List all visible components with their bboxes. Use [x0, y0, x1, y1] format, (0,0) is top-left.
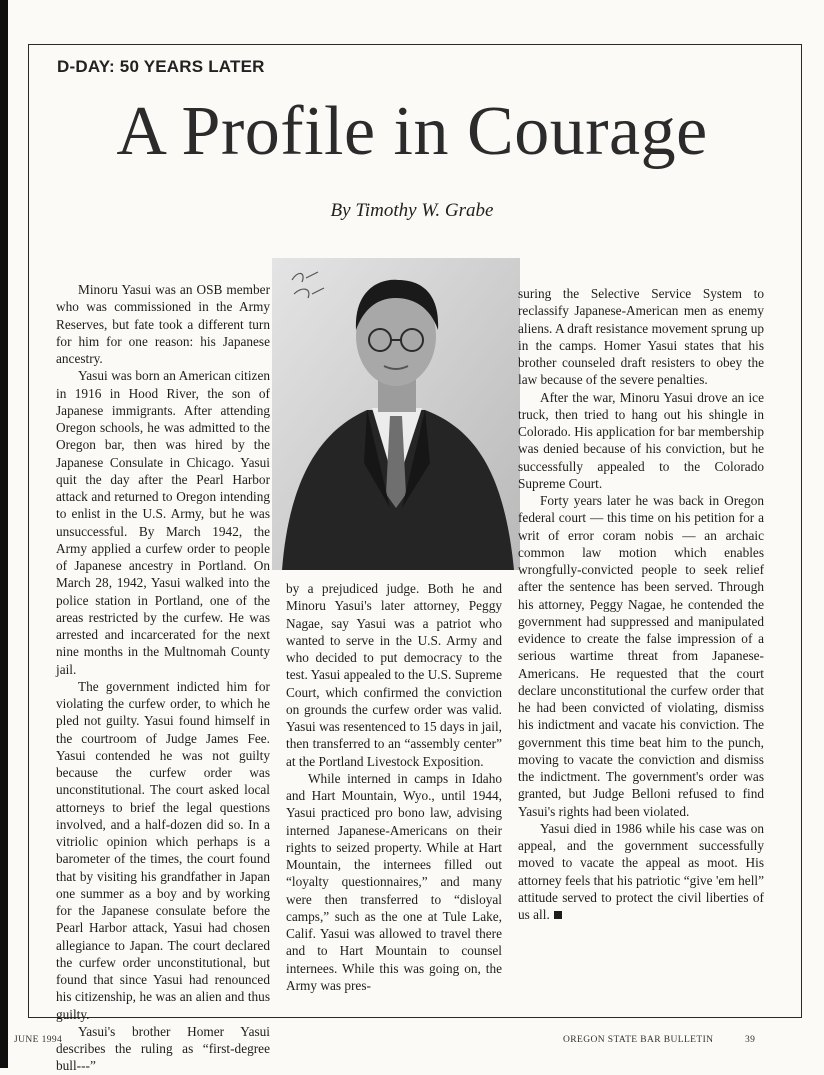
paragraph: While interned in camps in Idaho and Hart Mountain, Wyo., until 1944, Yasui practiced pro bono law, advising interned Japanese-Americans on their rights to seized property. While at Hart Mountain, the internees filled out “loyalty questionnaires,” and many were then transferred to “disloyal camps,” such as the one at Tule Lake, Calif. Yasui was allowed to travel there and to Hart Mountain to counsel internees. While this was going on, the Army was pres- — [286, 770, 502, 993]
paragraph: Yasui's brother Homer Yasui describes the ruling as “first-degree bull---” — [56, 1023, 270, 1074]
paragraph: suring the Selective Service System to reclassify Japanese-American men as enemy aliens. A draft resistance movement sprung up in the camps. Homer Yasui states that his brother counseled draft resisters to obey the law because of the severe penalties. — [518, 286, 764, 388]
article-column-1 — [56, 281, 270, 1075]
paragraph: After the war, Minoru Yasui drove an ice truck, then tried to hang out his shingle in Colorado. His application for bar membership was denied because of his conviction, but he successfully appealed to the Colorado Supreme Court. — [518, 389, 764, 491]
paragraph: Forty years later he was back in Oregon federal court — this time on his petition for a writ of error coram nobis — an archaic common law motion which enables wrongfully-convicted people to seek relief after the sentence has been served. Through his attorney, Peggy Nagae, he contended the government had suppressed and manipulated evidence to create the false impression of a serious wartime threat from Japanese-Americans. He requested that the court declare unconstitutional the curfew order that he had been convicted of violating, dismiss his indictment and vacate his conviction. The government this time beat him to the punch, moving to vacate the conviction and dismiss the indictment. The government's order was granted, but Judge Belloni refused to find Yasui's rights had been violated. — [518, 493, 764, 819]
portrait-illustration — [272, 258, 520, 570]
paragraph: Yasui was born an American citizen in 1916 in Hood River, the son of Japanese immigrants. After attending Oregon schools, he was admitted to the Oregon bar, then was hired by the Japanese Consulate in Chicago. Yasui quit the day after the Pearl Harbor attack and returned to Oregon intending to enlist in the U.S. Army, but he was unsuccessful. By March 1942, the Army applied a curfew order to people of Japanese ancestry in Portland. On March 28, 1942, Yasui walked into the police station in Portland, one of the areas restricted by the curfew. He was arrested and incarcerated for the next nine months in the Multnomah County jail. — [56, 368, 270, 677]
footer-date: JUNE 1994 — [14, 1035, 63, 1045]
section-kicker: D-DAY: 50 YEARS LATER — [57, 57, 265, 76]
paragraph-last — [518, 820, 764, 924]
article-byline: By Timothy W. Grabe — [330, 200, 494, 221]
portrait-photo — [272, 258, 520, 570]
paragraph-text: Yasui died in 1986 while his case was on appeal, and the government successfully moved to vacate the appeal as moot. His attorney feels that his patriotic “give 'em hell” attitude served to protect the civil liberties of us all. — [518, 820, 764, 922]
paragraph: by a prejudiced judge. Both he and Minoru Yasui's later attorney, Peggy Nagae, say Yasui was a patriot who wanted to serve in the U.S. Army and who decided to put democracy to the test. Yasui appealed to the U.S. Supreme Court, which confirmed the conviction on grounds the curfew order was valid. Yasui was resentenced to 15 days in jail, then transferred to an “assembly center” at the Portland Livestock Exposition. — [286, 581, 502, 769]
paragraph: Minoru Yasui was an OSB member who was commissioned in the Army Reserves, but fate took a different turn for him for one reason: his Japanese ancestry. — [56, 282, 270, 366]
article-column-3 — [518, 285, 764, 923]
footer-page-number: 39 — [745, 1035, 756, 1045]
footer-publication: OREGON STATE BAR BULLETIN — [563, 1035, 714, 1045]
article-title: A Profile in Courage — [116, 93, 708, 170]
paragraph: The government indicted him for violating the curfew order, to which he pled not guilty. Yasui found himself in the courtroom of Judge James Fee. Yasui contended he was not guilty because the curfew order was unconstitutional. The court asked local attorneys to brief the legal questions involved, and a half-dozen did so. In a vitriolic opinion which perhaps is a barometer of the times, the court found that by visiting his grandfather in Japan one summer as a boy and by working for the Japanese consulate before the Pearl Harbor attack, Yasui had chosen allegiance to Japan. The court declared the curfew order unconstitutional, but found that since Yasui had renounced his citizenship, he was an alien and thus guilty. — [56, 678, 270, 1022]
article-column-2 — [286, 580, 502, 994]
end-mark-icon — [554, 911, 562, 919]
